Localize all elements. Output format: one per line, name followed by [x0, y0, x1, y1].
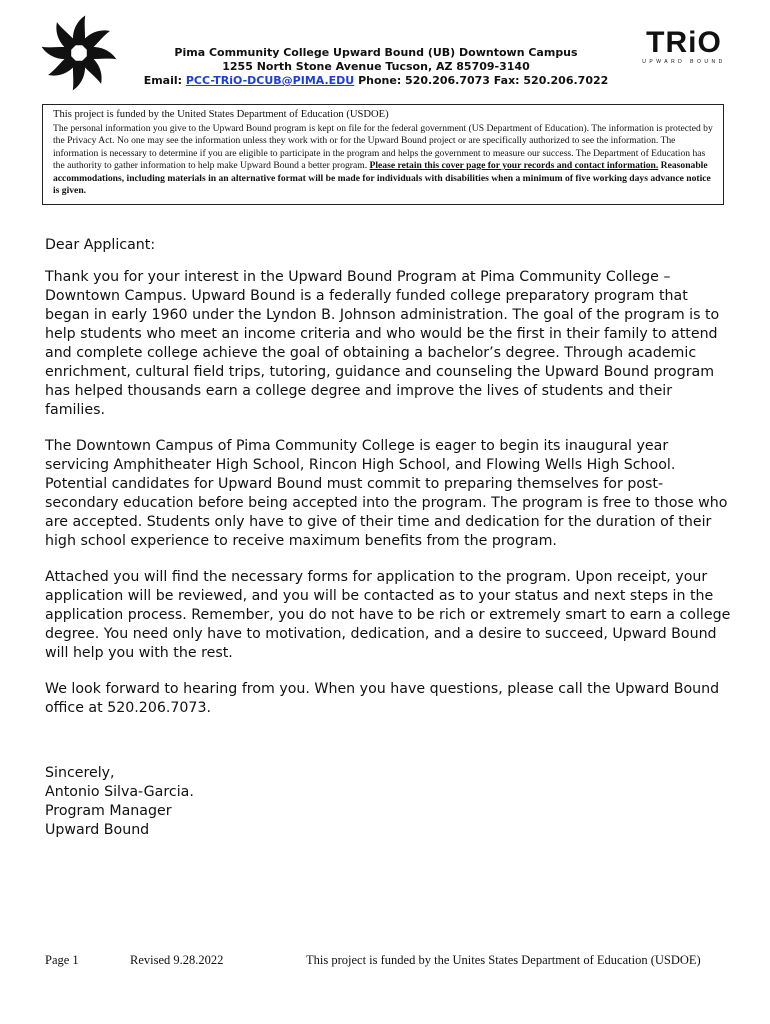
- notice-body: [53, 123, 717, 198]
- letterhead: [120, 46, 632, 88]
- notice-funding-line: This project is funded by the United States Department of Education (USDOE): [53, 109, 389, 120]
- signer-title: Program Manager: [45, 803, 172, 819]
- trio-logo: [632, 28, 736, 68]
- paragraph-intro: Thank you for your interest in the Upward Bound Program at Pima Community College – Downtown Campus. Upward Bound is a federally funded college preparatory program that began in early 1960 under the Lyndon B. Johnson administration. The goal of the program is to help students who meet an income criteria and who would be the first in their family to attend and complete college achieve the goal of obtaining a bachelor’s degree. Through academic enrichment, cultural field trips, tutoring, guidance and counseling the Upward Bound program has helped thousands earn a college degree and improve the lives of students and their families.: [45, 269, 720, 418]
- notice-privacy-text: The personal information you give to the Upward Bound program is kept on file for the federal government (US Department of Education). The information is protected by the Privacy Act. No one may see the information unless they work with or for the Upward Bound project or are specifically authorized to see the information. The information is necessary to determine if you are eligible to participate in the program and helps the government to measure our success. The Department of Education has the authority to gather information to help make Upward Bound a better program.: [53, 122, 713, 171]
- signer-name: Antonio Silva-Garcia.: [45, 784, 194, 800]
- email-label: Email:: [143, 74, 186, 87]
- notice-retain-text: Please retain this cover page for your records and contact information.: [369, 160, 659, 171]
- letterhead-address: 1255 North Stone Avenue Tucson, AZ 85709-3140: [222, 60, 530, 73]
- letterhead-title: Pima Community College Upward Bound (UB) Downtown Campus: [174, 46, 578, 59]
- pima-college-logo-icon: [40, 14, 118, 92]
- paragraph-downtown-campus: The Downtown Campus of Pima Community College is eager to begin its inaugural year servicing Amphitheater High School, Rincon High School, and Flowing Wells High School. Potential candidates for Upward Bound must commit to preparing themselves for post-secondary education before being accepted into the program. The program is free to those who are accepted. Students only have to give of their time and dedication for the duration of their high school experience to receive maximum benefits from the program.: [45, 438, 728, 549]
- notice-accommodations-text: Reasonable accommodations, including materials in an alternative format will be made for individuals with disabilities when a minimum of five working days advance notice is given.: [53, 160, 711, 196]
- letterhead-contact: [120, 74, 632, 88]
- letter-body: [45, 236, 735, 840]
- privacy-notice-box: [42, 104, 724, 205]
- closing: Sincerely,: [45, 765, 115, 781]
- footer-funding: This project is funded by the Unites States Department of Education (USDOE): [306, 953, 701, 967]
- footer-page-number: Page 1: [45, 953, 79, 967]
- trio-logo-subtitle: UPWARD BOUND: [642, 59, 726, 65]
- trio-logo-word: TRiO: [646, 26, 722, 59]
- signer-org: Upward Bound: [45, 822, 150, 838]
- email-link[interactable]: PCC-TRiO-DCUB@PIMA.EDU: [185, 74, 355, 87]
- paragraph-closing: We look forward to hearing from you. When you have questions, please call the Upward Bound office at 520.206.7073.: [45, 681, 720, 716]
- paragraph-application: Attached you will find the necessary forms for application to the program. Upon receipt, your application will be reviewed, and you will be contacted as to your status and next steps in the application process. Remember, you do not have to be rich or extremely smart to earn a college degree. You need only have to motivation, dedication, and a desire to succeed, Upward Bound will help you with the rest.: [45, 569, 731, 661]
- phone-fax: Phone: 520.206.7073 Fax: 520.206.7022: [354, 74, 609, 87]
- footer-revised: Revised 9.28.2022: [130, 953, 224, 967]
- salutation: Dear Applicant:: [45, 237, 156, 253]
